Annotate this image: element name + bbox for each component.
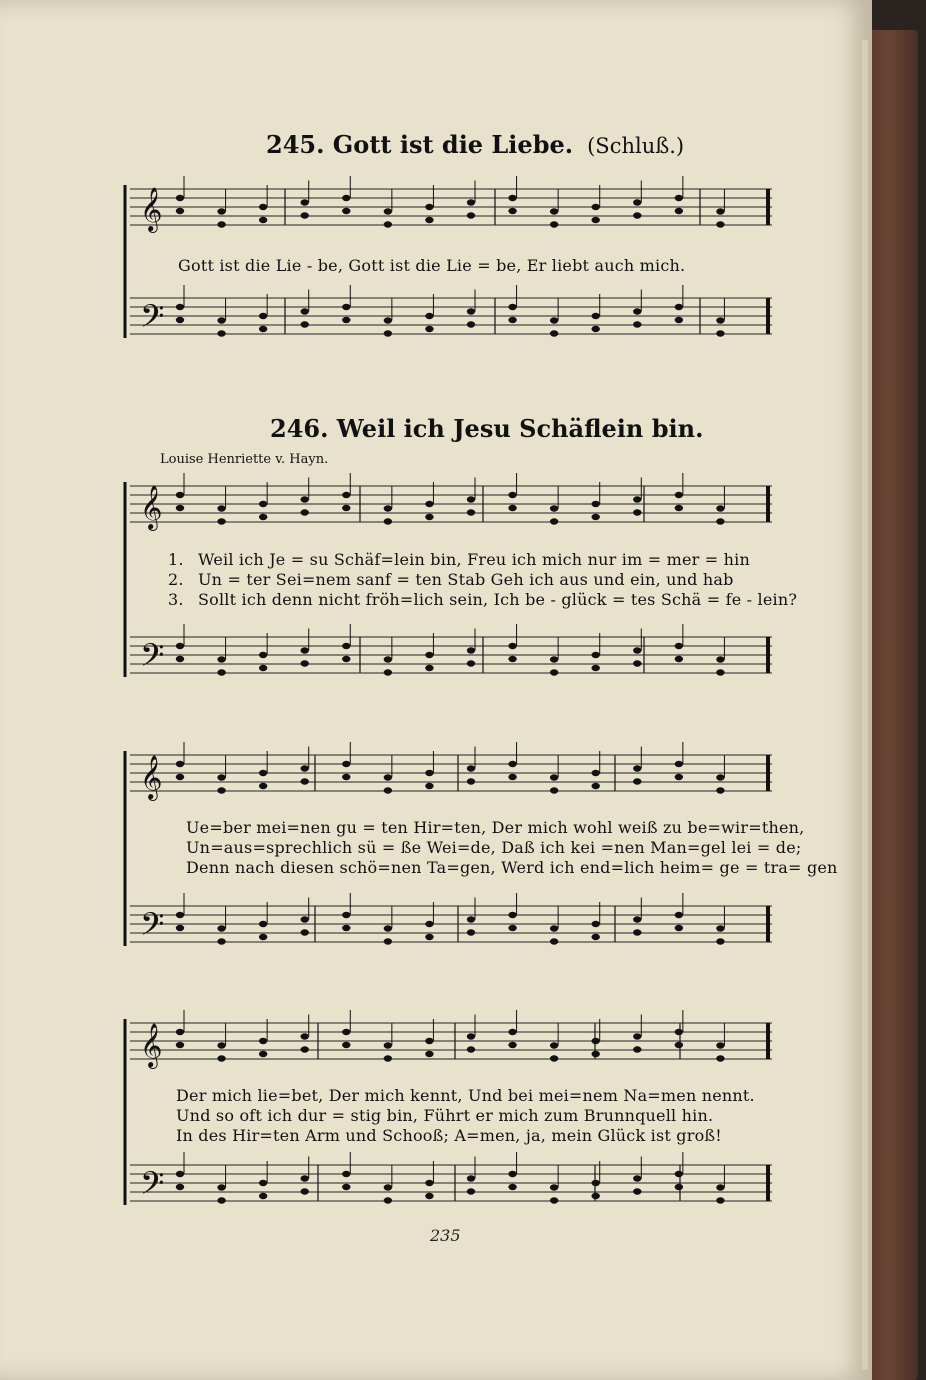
bass-staff-note xyxy=(342,656,350,662)
bass-staff-note xyxy=(217,1197,225,1203)
treble-staff-note xyxy=(176,1042,184,1048)
lyrics-line: 2. Un = ter Sei=nem sanf = ten Stab Geh ich aus und ein, und hab xyxy=(168,570,734,589)
bass-staff-note xyxy=(508,1171,516,1177)
treble-staff-note xyxy=(716,505,724,511)
bass-staff-note xyxy=(716,669,724,675)
treble-staff-note xyxy=(467,778,475,784)
treble-staff-note xyxy=(467,496,475,502)
bass-staff-note xyxy=(633,308,641,314)
bass-staff-note xyxy=(633,647,641,653)
treble-staff-note xyxy=(301,1046,309,1052)
treble-staff-note xyxy=(508,195,516,201)
clef-glyph: 𝄞 xyxy=(140,755,163,799)
treble-staff-note xyxy=(716,1055,724,1061)
bass-staff-note xyxy=(550,938,558,944)
treble-staff-note xyxy=(301,212,309,218)
hymn-245-lyrics: Gott ist die Lie - be, Gott ist die Lie = be, Er liebt auch mich. xyxy=(178,256,686,275)
bass-staff-note xyxy=(217,330,225,336)
bass-staff-note xyxy=(176,925,184,931)
treble-staff-note xyxy=(467,1033,475,1039)
treble-staff-note xyxy=(508,1042,516,1048)
bass-staff-note xyxy=(425,921,433,927)
bass-staff-note xyxy=(675,643,683,649)
bass-staff-note xyxy=(259,934,267,940)
bass-staff-note xyxy=(342,1184,350,1190)
bass-staff-note xyxy=(633,660,641,666)
treble-staff-note xyxy=(176,195,184,201)
treble-staff-note xyxy=(384,774,392,780)
treble-staff-note xyxy=(259,514,267,520)
treble-staff-note xyxy=(301,765,309,771)
treble-staff-note xyxy=(259,1038,267,1044)
treble-staff-note xyxy=(550,1055,558,1061)
bass-staff-note xyxy=(425,1193,433,1199)
treble-staff-note xyxy=(508,492,516,498)
bass-staff-note xyxy=(592,652,600,658)
bass-staff-note xyxy=(467,916,475,922)
lyrics-line: Der mich lie=bet, Der mich kennt, Und bei mei=nem Na=men nennt. xyxy=(176,1086,755,1105)
treble-staff-note xyxy=(259,501,267,507)
hymn-245-number-title: 245. Gott ist die Liebe. xyxy=(266,130,574,159)
lyrics-line: Un=aus=sprechlich sü = ße Wei=de, Daß ich kei =nen Man=gel lei = de; xyxy=(186,838,802,857)
bass-staff-note xyxy=(508,1184,516,1190)
treble-staff-note xyxy=(716,787,724,793)
bass-staff-note xyxy=(550,656,558,662)
bass-staff-note xyxy=(716,656,724,662)
clef-glyph: 𝄞 xyxy=(140,1023,163,1067)
treble-staff-note xyxy=(550,208,558,214)
bass-staff-note xyxy=(384,669,392,675)
bass-staff-note xyxy=(675,1184,683,1190)
bass-staff-note xyxy=(633,916,641,922)
treble-staff-note xyxy=(550,774,558,780)
bass-staff-note xyxy=(176,912,184,918)
treble-staff-note xyxy=(592,217,600,223)
bass-staff-note xyxy=(633,929,641,935)
bass-staff-note xyxy=(259,1180,267,1186)
bass-staff-note xyxy=(592,665,600,671)
bass-staff-note xyxy=(675,912,683,918)
treble-staff-note xyxy=(217,221,225,227)
bass-staff-note xyxy=(176,317,184,323)
treble-staff-note xyxy=(592,514,600,520)
treble-staff-note xyxy=(384,787,392,793)
clef-glyph: 𝄢 xyxy=(140,298,165,342)
treble-staff-note xyxy=(425,1051,433,1057)
treble-staff-note xyxy=(176,1029,184,1035)
treble-staff-note xyxy=(467,1046,475,1052)
treble-staff-note xyxy=(550,518,558,524)
bass-staff-note xyxy=(550,330,558,336)
bass-staff-note xyxy=(301,1188,309,1194)
bass-staff-note xyxy=(301,1175,309,1181)
treble-staff-note xyxy=(467,212,475,218)
treble-staff-note xyxy=(592,1051,600,1057)
treble-staff-note xyxy=(467,199,475,205)
bass-staff-note xyxy=(592,313,600,319)
bass-staff-note xyxy=(176,656,184,662)
treble-staff-note xyxy=(550,1042,558,1048)
treble-staff-note xyxy=(259,217,267,223)
treble-staff-note xyxy=(550,505,558,511)
bass-staff-note xyxy=(508,925,516,931)
treble-staff-note xyxy=(633,496,641,502)
treble-staff-note xyxy=(176,492,184,498)
bass-staff-note xyxy=(716,1197,724,1203)
treble-staff-note xyxy=(675,1029,683,1035)
bass-staff-note xyxy=(176,304,184,310)
bass-staff-note xyxy=(384,1184,392,1190)
treble-staff-note xyxy=(508,761,516,767)
bass-staff-note xyxy=(259,921,267,927)
bass-staff-note xyxy=(301,660,309,666)
treble-staff-note xyxy=(633,778,641,784)
bass-staff-note xyxy=(467,660,475,666)
treble-staff-note xyxy=(384,1042,392,1048)
treble-staff-note xyxy=(301,509,309,515)
treble-staff-note xyxy=(592,204,600,210)
bass-staff-note xyxy=(384,925,392,931)
treble-staff-note xyxy=(342,492,350,498)
treble-staff-note xyxy=(550,221,558,227)
bass-staff-note xyxy=(592,921,600,927)
bass-staff-note xyxy=(301,929,309,935)
hymn-245-note: (Schluß.) xyxy=(587,134,685,158)
treble-staff-note xyxy=(384,1055,392,1061)
clef-glyph: 𝄢 xyxy=(140,906,165,950)
treble-staff-note xyxy=(508,1029,516,1035)
treble-staff-note xyxy=(425,770,433,776)
bass-staff-note xyxy=(675,304,683,310)
bass-staff-note xyxy=(675,656,683,662)
bass-staff-note xyxy=(425,665,433,671)
bass-staff-note xyxy=(342,304,350,310)
bass-staff-note xyxy=(176,1184,184,1190)
bass-staff-note xyxy=(467,1188,475,1194)
bass-staff-note xyxy=(550,1197,558,1203)
treble-staff-note xyxy=(508,208,516,214)
lyrics-line: 3. Sollt ich denn nicht fröh=lich sein, Ich be - glück = tes Schä = fe - lein? xyxy=(168,590,798,609)
clef-glyph: 𝄞 xyxy=(140,187,163,231)
treble-staff-note xyxy=(592,1038,600,1044)
treble-staff-note xyxy=(425,204,433,210)
bass-staff-note xyxy=(384,938,392,944)
treble-staff-note xyxy=(550,787,558,793)
bass-staff-note xyxy=(550,317,558,323)
bass-staff-note xyxy=(259,652,267,658)
bass-staff-note xyxy=(342,643,350,649)
bass-staff-note xyxy=(508,643,516,649)
treble-staff-note xyxy=(425,783,433,789)
lyrics-line: Denn nach diesen schö=nen Ta=gen, Werd ich end=lich heim= ge = tra= gen xyxy=(186,858,838,877)
bass-staff-note xyxy=(259,1193,267,1199)
treble-staff-note xyxy=(259,1051,267,1057)
bass-staff-note xyxy=(467,1175,475,1181)
bass-staff-note xyxy=(301,916,309,922)
treble-staff-note xyxy=(425,1038,433,1044)
bass-staff-note xyxy=(716,317,724,323)
bass-staff-note xyxy=(176,643,184,649)
treble-staff-note xyxy=(217,208,225,214)
bass-staff-note xyxy=(592,1193,600,1199)
bass-staff-note xyxy=(384,656,392,662)
bass-staff-note xyxy=(384,317,392,323)
treble-staff-note xyxy=(342,505,350,511)
treble-staff-note xyxy=(633,1033,641,1039)
bass-staff-note xyxy=(342,317,350,323)
treble-staff-note xyxy=(384,221,392,227)
treble-staff-note xyxy=(259,204,267,210)
treble-staff-note xyxy=(633,1046,641,1052)
bass-staff-note xyxy=(675,317,683,323)
bass-staff-note xyxy=(633,1188,641,1194)
clef-glyph: 𝄢 xyxy=(140,1165,165,1209)
hymn-246-author: Louise Henriette v. Hayn. xyxy=(160,452,329,467)
bass-staff-note xyxy=(384,1197,392,1203)
treble-staff-note xyxy=(301,778,309,784)
treble-staff-note xyxy=(633,509,641,515)
clef-glyph: 𝄞 xyxy=(140,485,163,529)
bass-staff-note xyxy=(508,317,516,323)
bass-staff-note xyxy=(716,938,724,944)
book-cover xyxy=(870,30,918,1380)
bass-staff-note xyxy=(259,326,267,332)
bass-staff-note xyxy=(301,647,309,653)
treble-staff-note xyxy=(217,787,225,793)
lyrics-line: 1. Weil ich Je = su Schäf=lein bin, Freu ich mich nur im = mer = hin xyxy=(168,550,751,569)
bass-staff-note xyxy=(425,934,433,940)
treble-staff-note xyxy=(592,770,600,776)
lyrics-line: In des Hir=ten Arm und Schooß; A=men, ja, mein Glück ist groß! xyxy=(176,1126,722,1145)
bass-staff-note xyxy=(508,656,516,662)
bass-staff-note xyxy=(259,665,267,671)
bass-staff-note xyxy=(633,321,641,327)
treble-staff-note xyxy=(716,221,724,227)
treble-staff-note xyxy=(259,770,267,776)
bass-staff-note xyxy=(550,1184,558,1190)
bass-staff-note xyxy=(217,938,225,944)
treble-staff-note xyxy=(301,1033,309,1039)
treble-staff-note xyxy=(342,1029,350,1035)
treble-staff-note xyxy=(217,1042,225,1048)
bass-staff-note xyxy=(508,912,516,918)
treble-staff-note xyxy=(633,212,641,218)
bass-staff-note xyxy=(550,669,558,675)
treble-staff-note xyxy=(716,518,724,524)
bass-staff-note xyxy=(592,326,600,332)
treble-staff-note xyxy=(217,518,225,524)
treble-staff-note xyxy=(217,774,225,780)
treble-staff-note xyxy=(384,208,392,214)
bass-staff-note xyxy=(301,308,309,314)
treble-staff-note xyxy=(176,761,184,767)
treble-staff-note xyxy=(716,1042,724,1048)
treble-staff-note xyxy=(592,783,600,789)
bass-staff-note xyxy=(675,1171,683,1177)
bass-staff-note xyxy=(176,1171,184,1177)
treble-staff-note xyxy=(384,505,392,511)
treble-staff-note xyxy=(176,208,184,214)
bass-staff-note xyxy=(467,647,475,653)
hymn-246-title: 246. Weil ich Jesu Schäflein bin. xyxy=(270,414,704,443)
lyrics-line: Ue=ber mei=nen gu = ten Hir=ten, Der mich wohl weiß zu be=wir=then, xyxy=(186,818,805,837)
treble-staff-note xyxy=(467,509,475,515)
bass-staff-note xyxy=(384,330,392,336)
treble-staff-note xyxy=(176,505,184,511)
treble-staff-note xyxy=(176,774,184,780)
treble-staff-note xyxy=(633,199,641,205)
bass-staff-note xyxy=(633,1175,641,1181)
bass-staff-note xyxy=(508,304,516,310)
treble-staff-note xyxy=(342,1042,350,1048)
treble-staff-note xyxy=(675,1042,683,1048)
bass-staff-note xyxy=(425,652,433,658)
bass-staff-note xyxy=(467,308,475,314)
bass-staff-note xyxy=(467,321,475,327)
treble-staff-note xyxy=(675,761,683,767)
bass-staff-note xyxy=(342,912,350,918)
bass-staff-note xyxy=(217,1184,225,1190)
treble-staff-note xyxy=(675,774,683,780)
bass-staff-note xyxy=(716,925,724,931)
bass-staff-note xyxy=(592,934,600,940)
lyrics-line: Und so oft ich dur = stig bin, Führt er mich zum Brunnquell hin. xyxy=(176,1106,714,1125)
treble-staff-note xyxy=(342,774,350,780)
treble-staff-note xyxy=(425,501,433,507)
bass-staff-note xyxy=(550,925,558,931)
treble-staff-note xyxy=(675,505,683,511)
treble-staff-note xyxy=(467,765,475,771)
bass-staff-note xyxy=(217,925,225,931)
treble-staff-note xyxy=(675,195,683,201)
treble-staff-note xyxy=(675,492,683,498)
bass-staff-note xyxy=(259,313,267,319)
treble-staff-note xyxy=(592,501,600,507)
treble-staff-note xyxy=(425,217,433,223)
bass-staff-note xyxy=(301,321,309,327)
bass-staff-note xyxy=(716,330,724,336)
treble-staff-note xyxy=(384,518,392,524)
bass-staff-note xyxy=(425,1180,433,1186)
treble-staff-note xyxy=(301,496,309,502)
treble-staff-note xyxy=(217,505,225,511)
treble-staff-note xyxy=(259,783,267,789)
bass-staff-note xyxy=(425,326,433,332)
bass-staff-note xyxy=(217,656,225,662)
treble-staff-note xyxy=(425,514,433,520)
bass-staff-note xyxy=(217,669,225,675)
treble-staff-note xyxy=(716,208,724,214)
treble-staff-note xyxy=(675,208,683,214)
bass-staff-note xyxy=(425,313,433,319)
bass-staff-note xyxy=(342,925,350,931)
bass-staff-note xyxy=(217,317,225,323)
clef-glyph: 𝄢 xyxy=(140,637,165,681)
bass-staff-note xyxy=(675,925,683,931)
page-number: 235 xyxy=(430,1226,461,1245)
bass-staff-note xyxy=(592,1180,600,1186)
treble-staff-note xyxy=(217,1055,225,1061)
treble-staff-note xyxy=(342,208,350,214)
treble-staff-note xyxy=(633,765,641,771)
treble-staff-note xyxy=(508,505,516,511)
treble-staff-note xyxy=(716,774,724,780)
bass-staff-note xyxy=(716,1184,724,1190)
treble-staff-note xyxy=(508,774,516,780)
treble-staff-note xyxy=(342,195,350,201)
treble-staff-note xyxy=(342,761,350,767)
treble-staff-note xyxy=(301,199,309,205)
bass-staff-note xyxy=(467,929,475,935)
bass-staff-note xyxy=(342,1171,350,1177)
